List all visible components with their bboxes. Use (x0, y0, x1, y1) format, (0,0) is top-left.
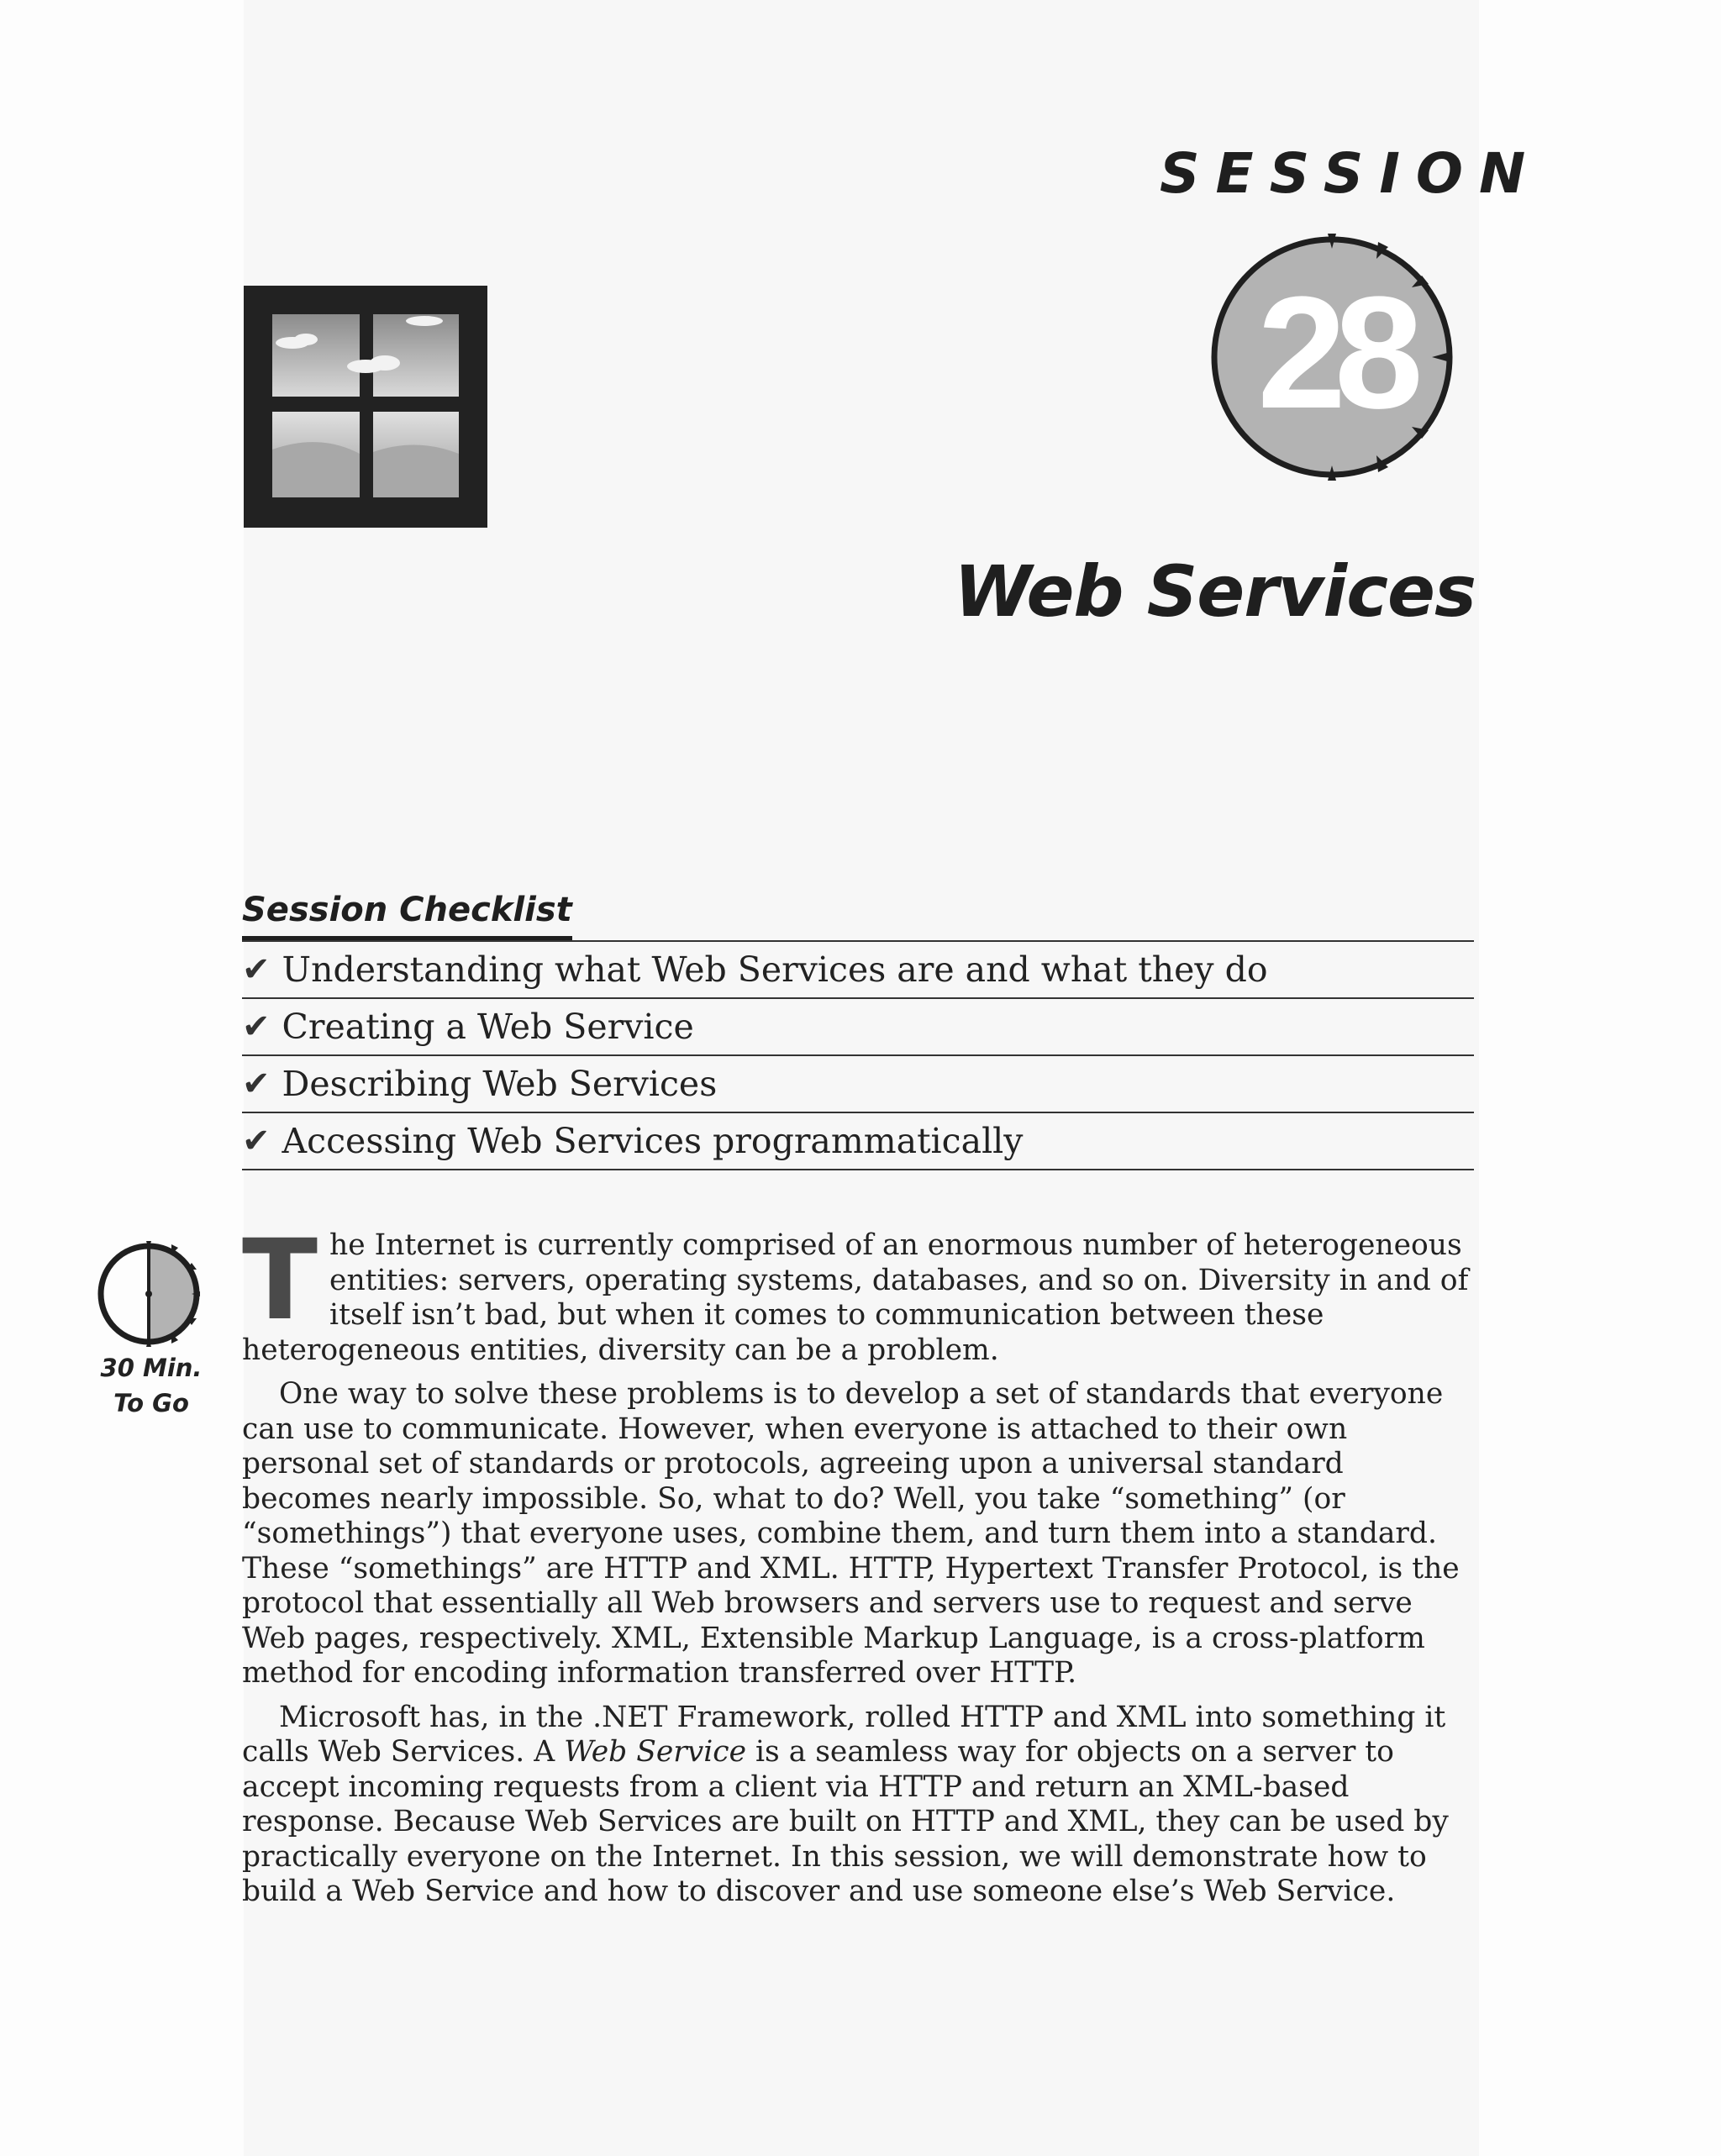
checkmark-icon: ✔ (242, 1007, 271, 1046)
checklist-item (242, 942, 1474, 999)
checkmark-icon: ✔ (242, 1122, 271, 1160)
checklist-item (242, 1056, 1474, 1113)
term-web-service: Web Service (564, 1735, 747, 1769)
paragraph-standards: One way to solve these problems is to develop a set of standards that everyone can use to communicate. However, when everyone is attached to their own personal set of standards or protocols, agreeing upon a universal standard becomes nearly impossible. So, what to do? Well, you take “something” (or “somethings”) that everyone uses, combine them, and turn them into a standard. These “somethings” are HTTP and XML. HTTP, Hypertext Transfer Protocol, is the protocol that essentially all Web browsers and servers use to request and serve Web pages, respectively. XML, Extensible Markup Language, is a cross-platform method for encoding information transferred over HTTP. (242, 1377, 1460, 1690)
checklist-item (242, 999, 1474, 1056)
timer-to-go: To Go (113, 1389, 189, 1417)
checklist-item-label: Understanding what Web Services are and what they do (282, 949, 1268, 990)
session-checklist (242, 891, 1474, 1170)
paragraph-intro-text: he Internet is currently comprised of an enormous number of heterogeneous entities: servers, operating systems, databases, and so on. Diversity in and of itself isn’t bad, but when it comes to communication between these heterogeneous entities, diversity can be a problem. (242, 1228, 1469, 1367)
session-label: SESSION (1160, 141, 1542, 206)
paragraph-intro (242, 1216, 1477, 1368)
checklist-items (242, 942, 1474, 1170)
session-number: 28 (1257, 264, 1412, 442)
body-text (242, 1216, 1477, 1919)
checkmark-icon: ✔ (242, 950, 271, 989)
checklist-item-label: Creating a Web Service (282, 1007, 694, 1047)
window-icon (244, 286, 487, 528)
checklist-item-label: Accessing Web Services programmatically (282, 1121, 1024, 1161)
checklist-title: Session Checklist (242, 891, 572, 940)
timer-icon (94, 1239, 212, 1349)
timer-minutes: 30 Min. (100, 1354, 203, 1382)
checklist-item (242, 1113, 1474, 1170)
drop-cap: T (242, 1216, 318, 1345)
paragraph-web-services (242, 1701, 1477, 1910)
timer-label (84, 1350, 218, 1421)
checkmark-icon: ✔ (242, 1065, 271, 1103)
paragraph-web-services-text-1: Microsoft has, in the .NET Framework, rolled HTTP and XML into something it calls Web Services. A (242, 1700, 1446, 1769)
paragraph-web-services-text-2: is a seamless way for objects on a server to accept incoming requests from a client via HTTP and return an XML-based response. Because Web Services are built on HTTP and XML, they can be used by practically everyone on the Internet. In this session, we will demonstrate how to build a Web Service and how to discover and use someone else’s Web Service. (242, 1735, 1449, 1908)
page-title: Web Services (954, 550, 1476, 633)
session-clock-badge (1202, 227, 1462, 487)
checklist-item-label: Describing Web Services (282, 1064, 718, 1104)
